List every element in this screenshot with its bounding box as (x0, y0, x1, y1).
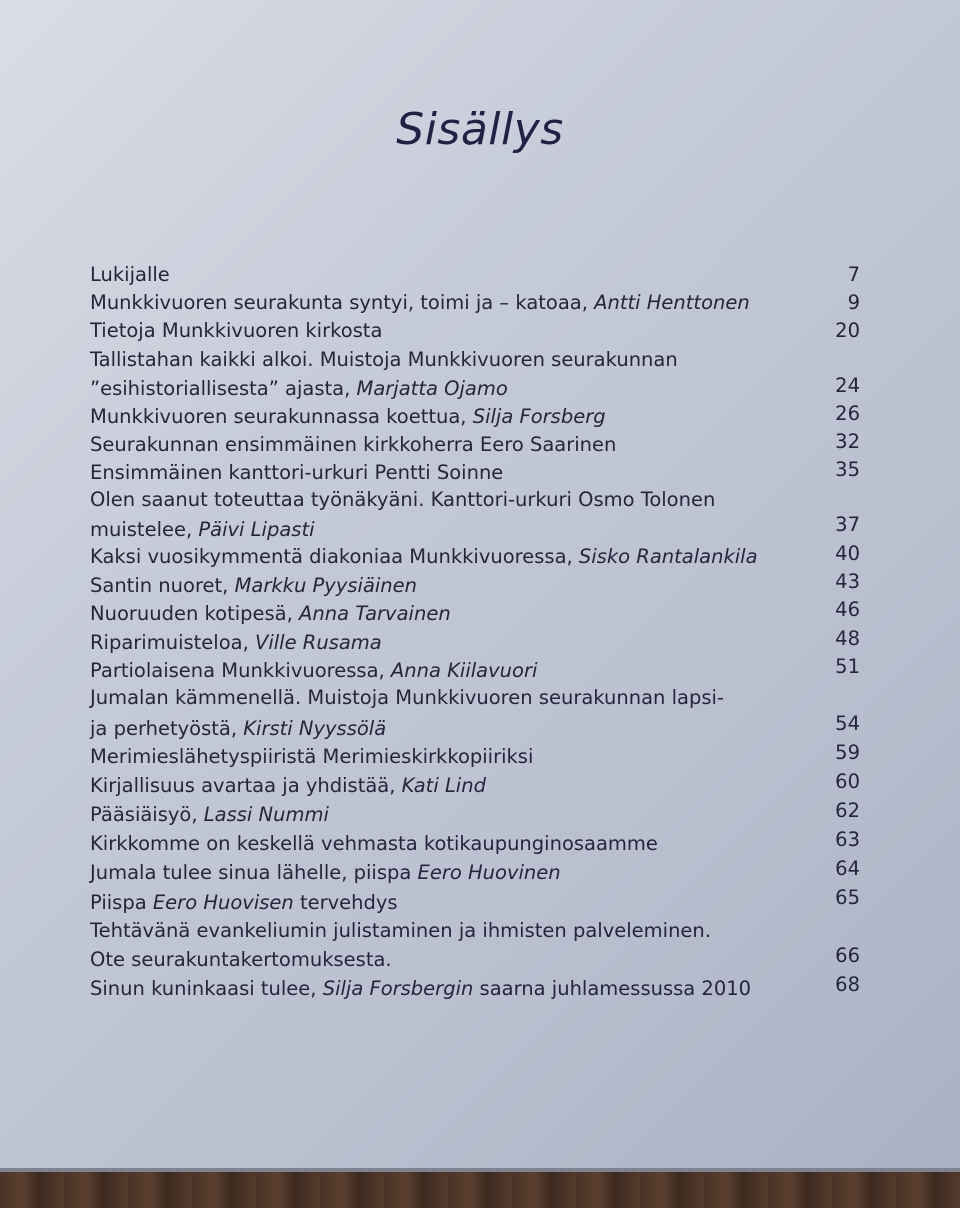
toc-entry (90, 348, 678, 372)
entry-text: Piispa (90, 891, 153, 914)
page-number: 40 (835, 542, 860, 565)
page-number: 66 (835, 944, 860, 967)
toc-entry (90, 861, 561, 885)
toc-entry (90, 291, 750, 315)
toc-entry (90, 948, 392, 972)
entry-text: Olen saanut toteuttaa työnäkyäni. Kanttori-urkuri Osmo Tolonen (90, 488, 716, 511)
toc-entry (90, 574, 417, 598)
toc-entry (90, 488, 715, 512)
page-number: 63 (835, 828, 860, 851)
toc-entry (90, 377, 508, 401)
entry-text: Ensimmäinen kanttori-urkuri Pentti Soinne (90, 461, 504, 484)
page-number: 59 (835, 741, 860, 764)
toc-entry (90, 319, 382, 343)
entry-author: Anna Kiilavuori (390, 659, 538, 682)
toc-entry (90, 717, 386, 741)
entry-text: Tehtävänä evankeliumin julistaminen ja ihmisten palveleminen. (90, 919, 711, 942)
page-number: 51 (835, 655, 860, 678)
toc-entry (90, 745, 533, 769)
page-number: 60 (835, 770, 860, 793)
entry-text: Kaksi vuosikymmentä diakoniaa Munkkivuoressa, (90, 545, 579, 568)
page-number: 7 (847, 263, 860, 286)
entry-text: Kirkkomme on keskellä vehmasta kotikaupunginosaamme (90, 832, 658, 855)
page-number: 20 (835, 319, 860, 342)
entry-text: Jumala tulee sinua lähelle, piispa (90, 861, 418, 884)
entry-author: Sisko Rantalankila (578, 545, 758, 568)
page-number: 24 (835, 374, 860, 397)
page-number: 65 (835, 886, 860, 909)
entry-author: Marjatta Ojamo (356, 377, 508, 400)
entry-author: Anna Tarvainen (299, 602, 451, 625)
entry-author: Markku Pyysiäinen (234, 574, 418, 597)
entry-text: ”esihistoriallisesta” ajasta, (90, 377, 357, 400)
entry-text: Riparimuisteloa, (90, 631, 255, 654)
page-title: Sisällys (396, 104, 564, 155)
toc-entry (90, 977, 751, 1001)
page-number: 62 (835, 799, 860, 822)
toc-entry (90, 774, 486, 798)
entry-author: Silja Forsberg (472, 405, 606, 428)
toc-entry (90, 891, 398, 915)
toc-entry (90, 263, 170, 287)
entry-text: Jumalan kämmenellä. Muistoja Munkkivuoren seurakunnan lapsi- (90, 686, 724, 709)
entry-author: Kirsti Nyyssölä (243, 717, 387, 740)
entry-author: Silja Forsbergin (322, 977, 474, 1000)
toc-entry (90, 545, 758, 569)
entry-text: Sinun kuninkaasi tulee, (90, 977, 323, 1000)
entry-text: ja perhetyöstä, (90, 717, 244, 740)
entry-text: Nuoruuden kotipesä, (90, 602, 300, 625)
toc-entry (90, 602, 451, 626)
page-number: 46 (835, 598, 860, 621)
entry-text: Lukijalle (90, 263, 170, 286)
toc-entry (90, 832, 658, 856)
entry-text: Tietoja Munkkivuoren kirkosta (90, 319, 383, 342)
entry-text: Munkkivuoren seurakunta syntyi, toimi ja – katoaa, (90, 291, 595, 314)
entry-text: Tallistahan kaikki alkoi. Muistoja Munkkivuoren seurakunnan (90, 348, 678, 371)
entry-author: Ville Rusama (255, 631, 382, 654)
entry-author: Kati Lind (401, 774, 486, 797)
entry-author: Päivi Lipasti (198, 518, 315, 541)
page-number: 68 (835, 973, 860, 996)
entry-author: Eero Huovinen (417, 861, 561, 884)
entry-suffix: saarna juhlamessussa 2010 (473, 977, 752, 1000)
entry-suffix: tervehdys (293, 891, 398, 914)
entry-author: Antti Henttonen (594, 291, 750, 314)
toc-entry (90, 686, 724, 710)
page-number: 48 (835, 627, 860, 650)
page-number: 43 (835, 570, 860, 593)
page-number: 9 (847, 291, 860, 314)
entry-text: Partiolaisena Munkkivuoressa, (90, 659, 391, 682)
page-number: 35 (835, 458, 860, 481)
toc-entry (90, 631, 382, 655)
entry-text: Pääsiäisyö, (90, 803, 204, 826)
wooden-table-surface (0, 1172, 960, 1208)
page-number: 26 (835, 402, 860, 425)
page-number: 37 (835, 513, 860, 536)
toc-entry (90, 518, 315, 542)
toc-entry (90, 803, 329, 827)
entry-text: Santin nuoret, (90, 574, 235, 597)
entry-text: Kirjallisuus avartaa ja yhdistää, (90, 774, 402, 797)
toc-entry (90, 919, 711, 943)
toc-entry (90, 659, 537, 683)
page-number: 64 (835, 857, 860, 880)
toc-entry (90, 433, 616, 457)
page-number: 54 (835, 712, 860, 735)
entry-text: Seurakunnan ensimmäinen kirkkoherra Eero Saarinen (90, 433, 617, 456)
toc-entry (90, 461, 503, 485)
page-number: 32 (835, 430, 860, 453)
entry-text: muistelee, (90, 518, 199, 541)
entry-author: Eero Huovisen (152, 891, 294, 914)
entry-text: Munkkivuoren seurakunnassa koettua, (90, 405, 473, 428)
entry-text: Ote seurakuntakertomuksesta. (90, 948, 392, 971)
entry-author: Lassi Nummi (203, 803, 329, 826)
entry-text: Merimieslähetyspiiristä Merimieskirkkopiiriksi (90, 745, 534, 768)
toc-entry (90, 405, 606, 429)
